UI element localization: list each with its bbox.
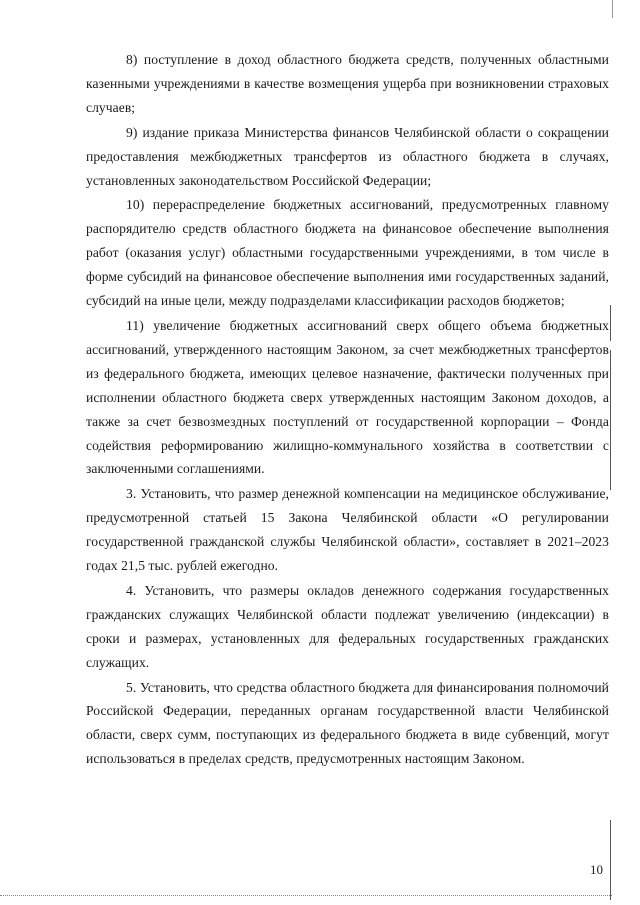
- paragraph-clause-4: 4. Установить, что размеры окладов денежного содержания государственных гражданских служащих Челябинской области подлежат увеличению (индексации) в сроки и размерах, установленных для федеральных государственных гражданских служащих.: [86, 582, 609, 670]
- paragraph-item-8: 8) поступление в доход областного бюджета средств, полученных областными казенными учреждениями в качестве возмещения ущерба при возникновении страховых случаев;: [86, 52, 609, 115]
- top-margin-mark: [612, 0, 613, 18]
- margin-change-bar-1: [610, 305, 611, 341]
- document-body: [86, 48, 609, 771]
- paragraph-clause-3: 3. Установить, что размер денежной компенсации на медицинское обслуживание, предусмотренной статьей 15 Закона Челябинской области «О регулировании государственной гражданской службы Челябинской области», составляет в 2021–2023 годах 21,5 тыс. рублей ежегодно.: [86, 486, 609, 574]
- margin-change-bar-2: [610, 350, 611, 490]
- paragraph-item-9: 9) издание приказа Министерства финансов Челябинской области о сокращении предоставления межбюджетных трансфертов из областного бюджета в случаях, установленных законодательством Российской Федерации;: [86, 124, 609, 188]
- margin-change-bar-3: [610, 820, 611, 900]
- bottom-edge-line: [0, 895, 612, 897]
- paragraph-item-10: 10) перераспределение бюджетных ассигнований, предусмотренных главному распорядителю средств областного бюджета на финансовое обеспечение выполнения работ (оказания услуг) областными государственными учреждениями, в том числе в форме субсидий на финансовое обеспечение выполнения ими государственных заданий, субсидий на иные цели, между подразделами классификации расходов бюджетов;: [86, 197, 609, 309]
- paragraph-clause-5: 5. Установить, что средства областного бюджета для финансирования полномочий Российской Федерации, переданных органам государственной власти Челябинской области, сверх сумм, поступающих из федерального бюджета в виде субвенций, могут использоваться в пределах средств, предусмотренных настоящим Законом.: [86, 679, 609, 767]
- page-number: 10: [590, 862, 603, 877]
- paragraph-item-11: 11) увеличение бюджетных ассигнований сверх общего объема бюджетных ассигнований, утвержденного настоящим Законом, за счет межбюджетных трансфертов из федерального бюджета, имеющих целевое назначение, фактически полученных при исполнении областного бюджета сверх утвержденных настоящим Законом доходов, а также за счет безвозмездных поступлений от государственной корпорации – Фонда содействия реформированию жилищно-коммунального хозяйства в соответствии с заключенными соглашениями.: [86, 317, 609, 477]
